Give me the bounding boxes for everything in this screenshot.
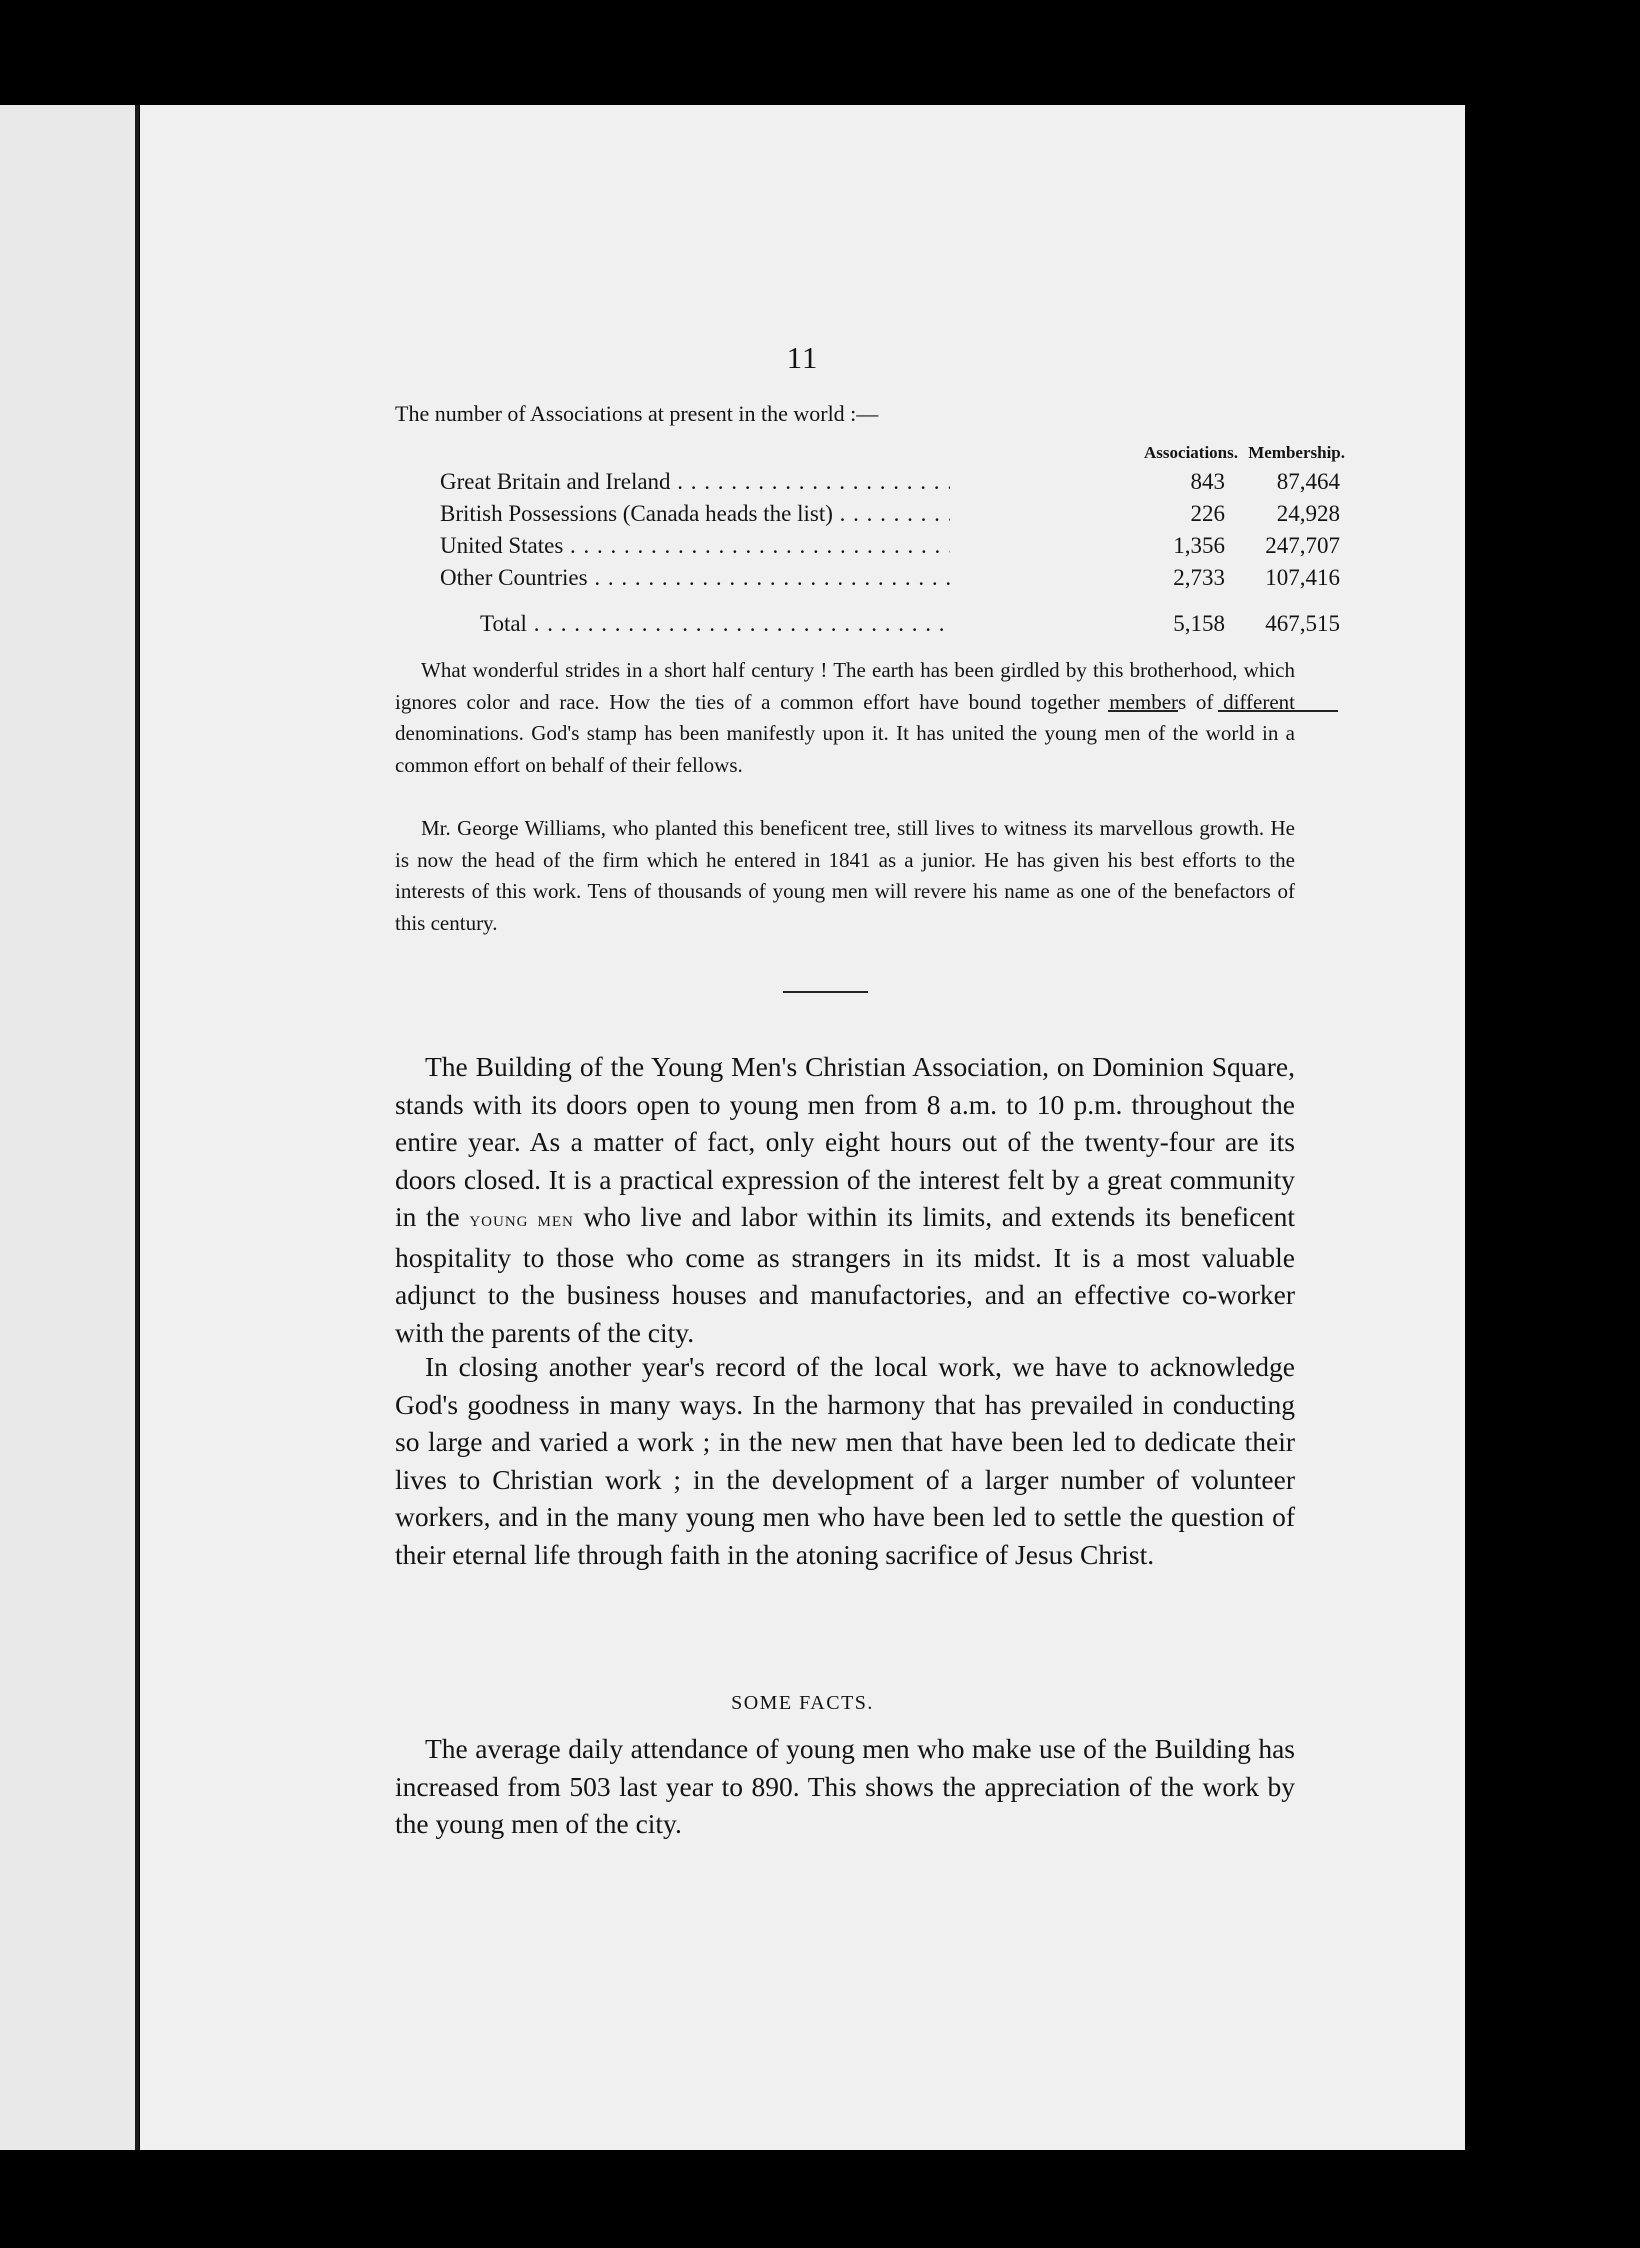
- total-label: Total . . .: [480, 611, 950, 637]
- membership-count: 87,464: [1276, 469, 1340, 494]
- facing-page-edge: [0, 105, 137, 2150]
- page-number: 11: [786, 340, 819, 375]
- paragraph-george-williams: [395, 813, 1295, 939]
- table-row: [440, 501, 1350, 533]
- associations-count: 226: [1190, 501, 1225, 526]
- total-row: [440, 611, 1350, 643]
- total-membership: 467,515: [1265, 611, 1340, 636]
- section-heading: SOME FACTS.: [731, 1692, 874, 1714]
- total-associations: 5,158: [1173, 611, 1225, 636]
- associations-count: 843: [1190, 469, 1225, 494]
- associations-table: [440, 441, 1350, 643]
- table-row: [440, 469, 1350, 501]
- associations-intro: The number of Associations at present in the world :—: [395, 401, 879, 426]
- associations-count: 1,356: [1173, 533, 1225, 558]
- table-row: [440, 565, 1350, 597]
- paragraph-text: In closing another year's record of the local work, we have to acknowledge God's goodness in many ways. In the harmony that has prevailed in conducting so large and varied a work ; in the new men that have been led to dedicate their lives to Christian work ; in the development of a larger number of volunteer workers, and in the many young men who have been led to settle the question of their eternal life through faith in the atoning sacrifice of Jesus Christ.: [395, 1351, 1295, 1570]
- associations-column-header: Associations.: [1144, 443, 1238, 462]
- document-page: [140, 105, 1465, 2150]
- table-row: [440, 533, 1350, 565]
- country-name: United States . . .: [440, 533, 950, 559]
- small-caps-phrase: young men: [469, 1207, 574, 1231]
- paragraph-text-start: The Building of the Young Men's Christian Association, on Dominion Square, stands with its doors open to young men from 8 a.m. to 10 p.m. throughout the entire year. As a matter of fact, only eight hours out of the twenty-four are its doors closed. It is a practical expression of the interest felt by a great community in the: [395, 1051, 1295, 1232]
- section-divider: [783, 991, 868, 993]
- paragraph-text-end: who live and labor within its limits, and extends its beneficent hospitality to those who come as strangers in its midst. It is a most valuable adjunct to the business houses and manufactories, and an effective co-worker with the parents of the city.: [395, 1201, 1296, 1348]
- membership-count: 24,928: [1276, 501, 1340, 526]
- table-header: [440, 441, 1350, 469]
- membership-count: 247,707: [1265, 533, 1340, 558]
- country-name: Other Countries . . .: [440, 565, 950, 591]
- paragraph-text: Mr. George Williams, who planted this beneficent tree, still lives to witness its marvellous growth. He is now the head of the firm which he entered in 1841 as a junior. He has given his best efforts to the interests of this work. Tens of thousands of young men will revere his name as one of the benefactors of this century.: [395, 816, 1295, 935]
- page-gutter: [135, 105, 139, 2150]
- paragraph-text: [395, 1048, 1295, 1351]
- country-name: British Possessions (Canada heads the list) . . .: [440, 501, 950, 527]
- membership-count: 107,416: [1265, 565, 1340, 590]
- paragraph-text: What wonderful strides in a short half century ! The earth has been girdled by this brotherhood, which ignores color and race. How the ties of a common effort have bound together members of different denominations. God's stamp has been manifestly upon it. It has united the young men of the world in a common effort on behalf of their fellows.: [395, 658, 1295, 777]
- paragraph-text: The average daily attendance of young men who make use of the Building has increased from 503 last year to 890. This shows the appreciation of the work by the young men of the city.: [395, 1733, 1295, 1839]
- paragraph-attendance: [395, 1730, 1295, 1843]
- paragraph-closing: [395, 1348, 1295, 1573]
- paragraph-strides: [395, 655, 1295, 781]
- associations-count: 2,733: [1173, 565, 1225, 590]
- country-name: Great Britain and Ireland . . .: [440, 469, 950, 495]
- membership-column-header: Membership.: [1248, 443, 1345, 462]
- paragraph-building: [395, 1048, 1295, 1351]
